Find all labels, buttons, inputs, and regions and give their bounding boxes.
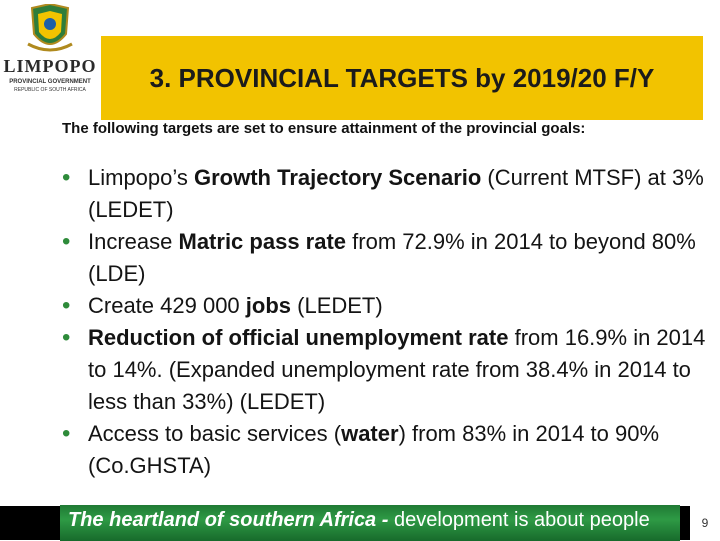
footer-slogan-light: development is about people: [393, 509, 650, 531]
list-item: • Access to basic services (water) from 83% in 2014 to 90% (Co.GHSTA): [62, 420, 660, 478]
title-bar: [101, 36, 703, 120]
target-list: [62, 162, 712, 482]
logo-name: LIMPOPO: [3, 56, 97, 76]
slide-title: 3. PROVINCIAL TARGETS by 2019/20 F/Y: [149, 62, 655, 93]
limpopo-logo: [0, 0, 100, 98]
bullet-icon: •: [62, 292, 71, 319]
bullet-icon: •: [62, 420, 71, 447]
list-item: • Limpopo’s Growth Trajectory Scenario (Current MTSF) at 3% (LEDET): [62, 164, 704, 222]
bullet-icon: •: [62, 228, 71, 255]
list-item: • Create 429 000 jobs (LEDET): [62, 290, 712, 322]
footer-slogan-bold: The heartland of southern Africa -: [68, 509, 394, 531]
logo-country: REPUBLIC OF SOUTH AFRICA: [14, 87, 86, 93]
footer-slogan: [68, 509, 650, 532]
logo-subtitle: PROVINCIAL GOVERNMENT: [9, 79, 91, 85]
coat-of-arms-icon: [26, 4, 74, 56]
intro-text: The following targets are set to ensure attainment of the provincial goals:: [62, 120, 586, 137]
page-number: 9: [690, 506, 720, 540]
bullet-icon: •: [62, 324, 71, 351]
bullet-icon: •: [62, 164, 71, 191]
list-item: • Reduction of official unemployment rate from 16.9% in 2014 to 14%. (Expanded unemployment rate from 38.4% in 2014 to less than 33%) (LEDET): [62, 324, 706, 414]
list-item: • Increase Matric pass rate from 72.9% in 2014 to beyond 80% (LDE): [62, 228, 696, 286]
